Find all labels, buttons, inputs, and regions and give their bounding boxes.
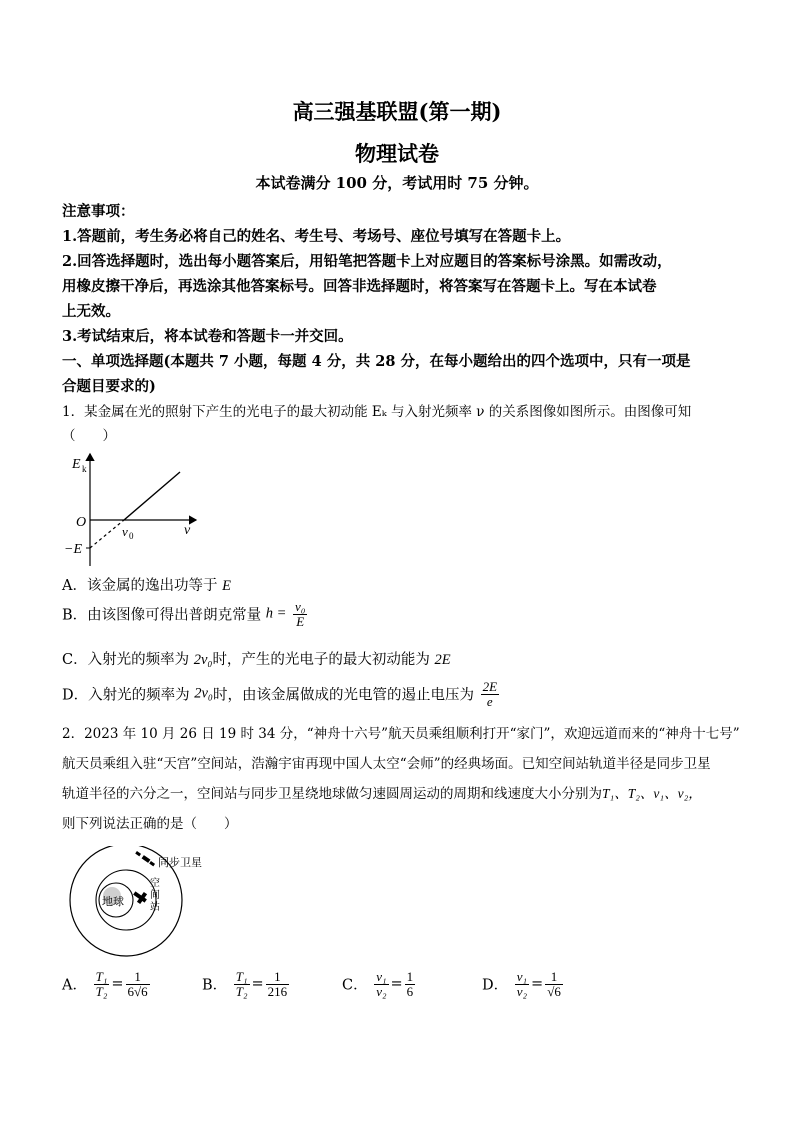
nu0-label-sub: 0 xyxy=(129,531,134,541)
notice-item-1: 1.答题前，考生务必将自己的姓名、考生号、考场号、座位号填写在答题卡上。 xyxy=(62,228,571,245)
ek-line-dashed xyxy=(90,520,124,548)
notice-heading: 注意事项： xyxy=(62,203,135,220)
q1-stem-line-1: 1．某金属在光的照射下产生的光电子的最大初动能 Eₖ 与入射光频率 ν 的关系图像如图所示。由图像可知 xyxy=(62,404,692,420)
q2-option-b-lhs: $\frac{\text{T₁}}{\text{T₂}}$ xyxy=(235,969,248,999)
space-station-icon xyxy=(133,891,147,904)
q2-option-d-rhs: $\frac{1}{√6}$ xyxy=(547,969,561,999)
ek-line xyxy=(124,472,180,520)
q2-option-b[interactable]: B． $\frac{\text{T₁}}{\text{T₂}}$ = $\frac{1}{216}$ xyxy=(202,969,288,999)
q1-option-b-fraction: $\frac{\text{ν₀}}{E}$ xyxy=(295,599,306,629)
q1-option-b[interactable]: B．由该图像可得出普朗克常量 h = $\frac{\text{ν₀}}{E}$ xyxy=(62,599,306,629)
section-heading-line-2: 合题目要求的) xyxy=(62,378,156,395)
q2-option-d[interactable]: D． $\frac{\text{v₁}}{\text{v₂}}$ = $\frac{1}{√6}$ xyxy=(482,969,561,999)
satellite-icon xyxy=(135,851,155,866)
neg-e-label: −E xyxy=(64,542,82,557)
subject-title: 物理试卷 xyxy=(355,141,439,166)
station-label-1: 空 xyxy=(150,878,160,889)
notice-item-2-line-2: 用橡皮擦干净后，再选涂其他答案标号。回答非选择题时，将答案写在答题卡上。写在本试卷 xyxy=(62,278,657,295)
section-heading-line-1: 一、单项选择题(本题共 7 小题，每题 4 分，共 28 分，在每小题给出的四个选项中，只有一项是 xyxy=(62,353,691,370)
q1-stem-line-2: （ ） xyxy=(62,428,116,444)
station-label-3: 站 xyxy=(150,902,160,913)
y-axis-label: E xyxy=(72,457,81,472)
q2-option-b-rhs: $\frac{1}{216}$ xyxy=(267,969,288,999)
q2-option-c-lhs: $\frac{\text{v₁}}{\text{v₂}}$ xyxy=(376,969,387,999)
y-axis-label-sub: k xyxy=(82,464,87,474)
exam-info: 本试卷满分 100 分，考试用时 75 分钟。 xyxy=(255,174,539,192)
nu0-label: ν xyxy=(122,524,128,539)
q2-stem-line-4: 则下列说法正确的是（ ） xyxy=(62,816,238,832)
q2-option-d-lhs: $\frac{\text{v₁}}{\text{v₂}}$ xyxy=(516,969,528,999)
notice-item-2-line-1: 2.回答选择题时，选出每小题答案后，用铅笔把答题卡上对应题目的答案标号涂黑。如需改动， xyxy=(62,253,672,270)
q1-option-d[interactable]: D．入射光的频率为 2ν₀时，由该金属做成的光电管的遏止电压为 $\frac{2E}{e}$ xyxy=(62,679,498,709)
q2-option-a[interactable]: A． $\frac{\text{T₁}}{\text{T₂}}$ = $\frac{1}{6√6}$ xyxy=(62,969,148,999)
q1-option-c[interactable]: C．入射光的频率为 2ν₀时，产生的光电子的最大初动能为 2E xyxy=(62,652,451,668)
q2-stem-line-1: 2．2023 年 10 月 26 日 19 时 34 分，“神舟十六号”航天员乘组顺利打开“家门”，欢迎远道而来的“神舟十七号” xyxy=(62,726,740,742)
q1-option-a[interactable]: A．该金属的逸出功等于 E xyxy=(62,578,231,594)
notice-item-2-line-3: 上无效。 xyxy=(62,303,120,320)
q2-option-c-rhs: $\frac{1}{6}$ xyxy=(406,969,414,999)
q1-ek-nu-graph xyxy=(60,448,210,570)
q1-option-d-fraction: $\frac{2E}{e}$ xyxy=(482,679,498,709)
q2-option-c[interactable]: C． $\frac{\text{v₁}}{\text{v₂}}$ = $\frac{1}{6}$ xyxy=(342,969,414,999)
earth-label: 地球 xyxy=(102,896,124,908)
q2-option-a-lhs: $\frac{\text{T₁}}{\text{T₂}}$ xyxy=(95,969,108,999)
station-label-2: 间 xyxy=(150,890,160,901)
exam-title: 高三强基联盟(第一期) xyxy=(292,99,502,124)
sync-satellite-label: 同步卫星 xyxy=(158,857,202,869)
q2-option-a-rhs: $\frac{1}{6√6}$ xyxy=(127,969,148,999)
q2-orbit-diagram xyxy=(64,846,224,962)
q2-stem-line-3: 轨道半径的六分之一，空间站与同步卫星绕地球做匀速圆周运动的周期和线速度大小分别为T₁、T₂、v₁、v₂， xyxy=(62,786,702,802)
x-axis-label: ν xyxy=(184,523,191,538)
notice-item-3: 3.考试结束后，将本试卷和答题卡一并交回。 xyxy=(62,328,353,345)
origin-label: O xyxy=(76,515,87,530)
q2-stem-line-2: 航天员乘组入驻“天宫”空间站，浩瀚宇宙再现中国人太空“会师”的经典场面。已知空间站轨道半径是同步卫星 xyxy=(62,756,711,772)
